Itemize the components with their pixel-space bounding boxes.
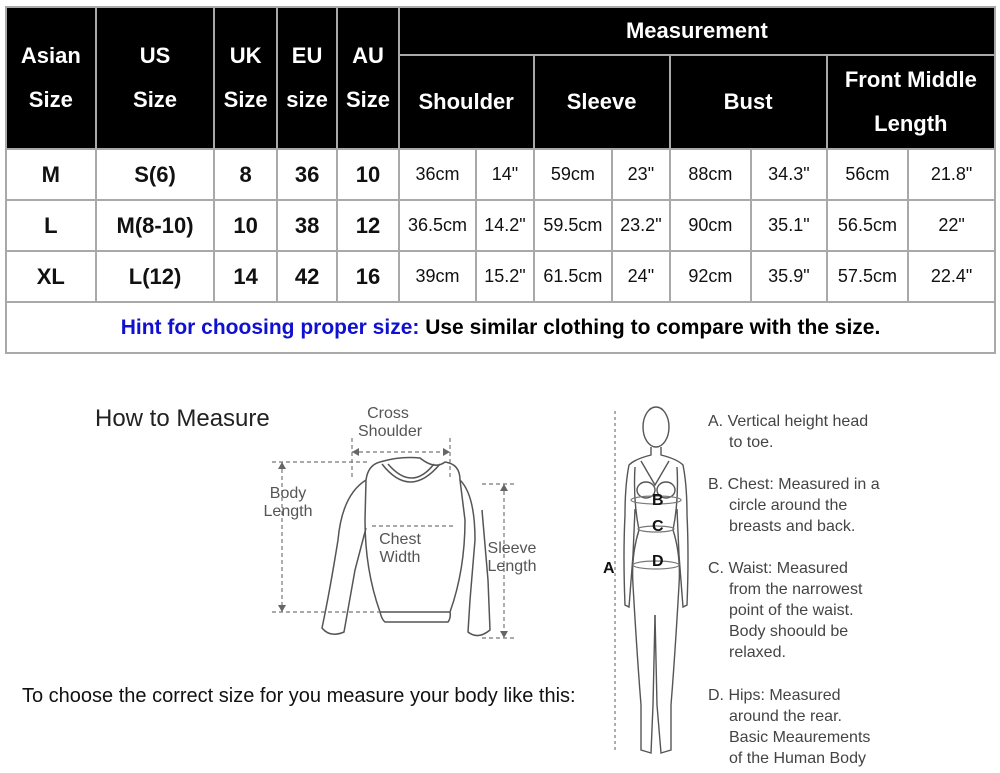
body-figure-diagram [605,405,705,767]
header-shoulder: Shoulder [399,55,534,149]
cell-shoulder-in: 15.2" [476,251,533,302]
header-us-size: US Size [96,7,215,149]
cell-shoulder-in: 14" [476,149,533,200]
header-au-size: AU Size [337,7,398,149]
cell-bust-in: 35.9" [751,251,827,302]
header-uk-size: UK Size [214,7,276,149]
header-front-middle-length: Front Middle Length [827,55,995,149]
size-chart-table [5,6,996,354]
cross-shoulder-label: Cross Shoulder [358,405,423,440]
figure-letter-d: D [652,553,664,570]
cell-us: L(12) [96,251,215,302]
cell-asian: M [6,149,96,200]
cell-bust-cm: 88cm [670,149,752,200]
cell-us: M(8-10) [96,200,215,251]
cell-front-cm: 57.5cm [827,251,909,302]
cell-shoulder-cm: 36.5cm [399,200,477,251]
cell-sleeve-in: 23" [612,149,669,200]
cell-asian: XL [6,251,96,302]
cell-front-in: 22" [908,200,995,251]
cell-eu: 42 [277,251,337,302]
figure-letter-b: B [652,492,664,509]
cell-front-cm: 56cm [827,149,909,200]
table-row [6,200,995,251]
cell-au: 16 [337,251,398,302]
cell-front-in: 22.4" [908,251,995,302]
hint-text: Use similar clothing to compare with the size. [419,315,881,339]
sleeve-length-label: Sleeve Length [487,540,537,575]
chest-width-label: Chest Width [379,531,421,566]
table-row [6,149,995,200]
hint-label: Hint for choosing proper size: [120,315,420,339]
cell-uk: 8 [214,149,276,200]
header-bust: Bust [670,55,827,149]
cell-uk: 10 [214,200,276,251]
header-sleeve: Sleeve [534,55,670,149]
body-length-label: Body Length [263,485,313,520]
how-to-measure-title: How to Measure [95,405,270,432]
legend-item-c: C. Waist: Measured from the narrowest point of the waist. Body shoould be relaxed. [708,560,863,661]
cell-sleeve-cm: 59cm [534,149,613,200]
cell-front-in: 21.8" [908,149,995,200]
cell-bust-cm: 90cm [670,200,752,251]
cell-eu: 36 [277,149,337,200]
cell-shoulder-in: 14.2" [476,200,533,251]
cell-shoulder-cm: 36cm [399,149,477,200]
header-measurement: Measurement [399,7,995,55]
cell-sleeve-in: 23.2" [612,200,669,251]
cell-bust-in: 34.3" [751,149,827,200]
figure-letter-c: C [652,518,664,535]
cell-uk: 14 [214,251,276,302]
legend-item-b: B. Chest: Measured in a circle around the breasts and back. [708,476,880,535]
cell-au: 10 [337,149,398,200]
table-row [6,251,995,302]
cell-eu: 38 [277,200,337,251]
cell-us: S(6) [96,149,215,200]
size-hint [6,302,995,353]
cell-sleeve-cm: 61.5cm [534,251,613,302]
cell-shoulder-cm: 39cm [399,251,477,302]
measure-instruction: To choose the correct size for you measure your body like this: [22,685,576,707]
cell-front-cm: 56.5cm [827,200,909,251]
header-eu-size: EU size [277,7,337,149]
cell-sleeve-in: 24" [612,251,669,302]
header-asian-size: Asian Size [6,7,96,149]
cell-bust-cm: 92cm [670,251,752,302]
legend-item-a: A. Vertical height head to toe. [708,413,869,451]
cell-sleeve-cm: 59.5cm [534,200,613,251]
legend-item-d: D. Hips: Measured around the rear. Basic Meaurements of the Human Body [708,687,871,767]
figure-letter-a: A [603,560,615,577]
cell-au: 12 [337,200,398,251]
cell-asian: L [6,200,96,251]
cell-bust-in: 35.1" [751,200,827,251]
